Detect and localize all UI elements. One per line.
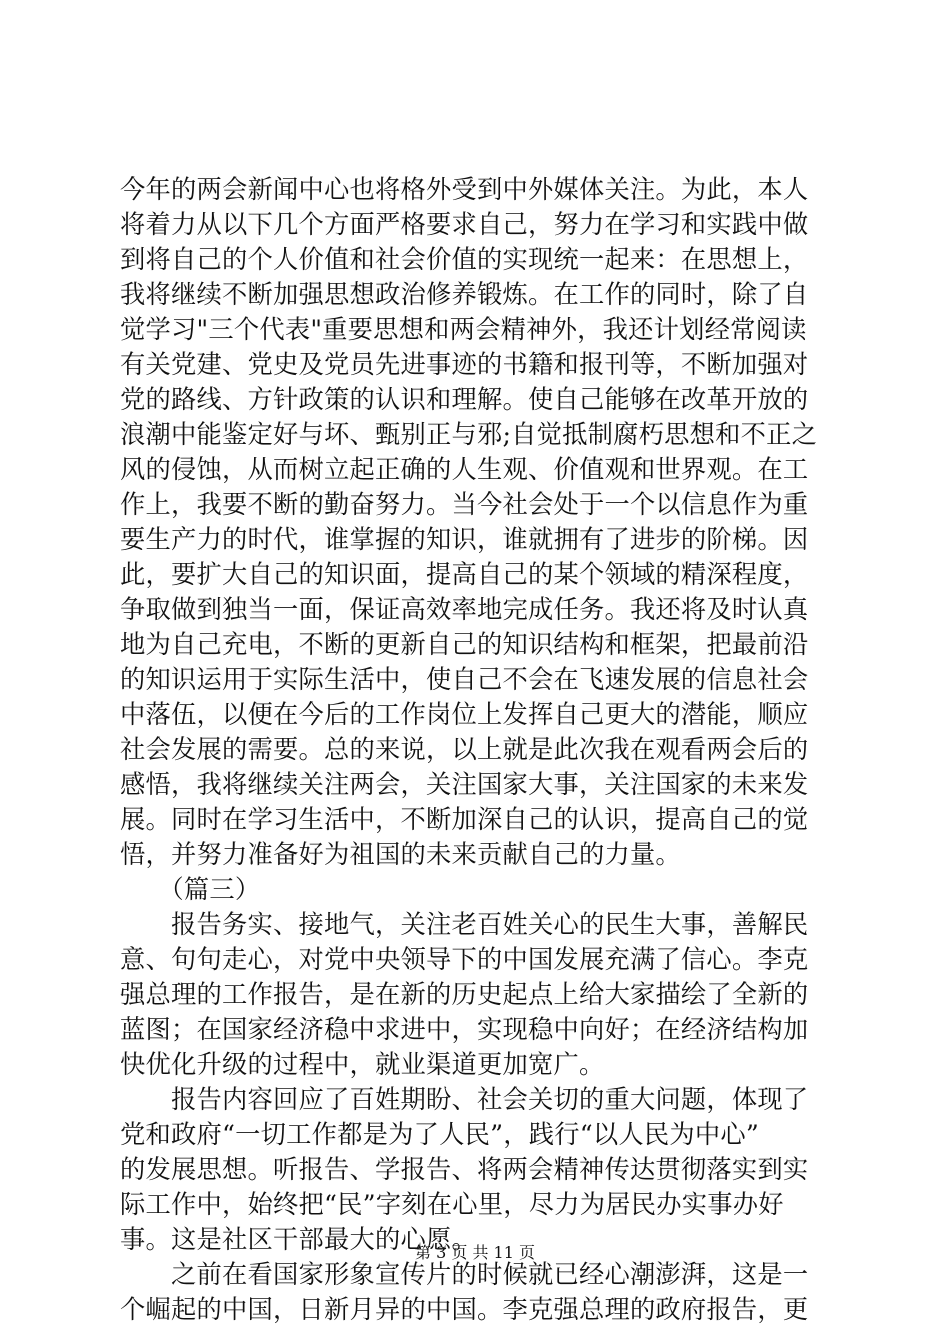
text-line: 我将继续不断加强思想政治修养锻炼。在工作的同时，除了自 [120,280,809,309]
text-line: 之前在看国家形象宣传片的时候就已经心潮澎湃，这是一 [120,1260,809,1289]
text-line: 社会发展的需要。总的来说，以上就是此次我在观看两会后的 [120,735,809,764]
text-line: 快优化升级的过程中，就业渠道更加宽广。 [120,1050,605,1079]
text-line: 浪潮中能鉴定好与坏、甄别正与邪;自觉抵制腐朽思想和不正之 [120,420,818,449]
text-line: 感悟，我将继续关注两会，关注国家大事，关注国家的未来发 [120,770,809,799]
text-line: 有关党建、党史及党员先进事迹的书籍和报刊等，不断加强对 [120,350,809,379]
text-line: 地为自己充电，不断的更新自己的知识结构和框架，把最前沿 [120,630,809,659]
text-line: 强总理的工作报告，是在新的历史起点上给大家描绘了全新的 [120,980,809,1009]
text-line: 今年的两会新闻中心也将格外受到中外媒体关注。为此，本人 [120,175,809,204]
text-line: 际工作中，始终把“民”字刻在心里，尽力为居民办实事办好 [120,1190,784,1219]
text-line: （篇三） [120,875,261,904]
text-line: 蓝图；在国家经济稳中求进中，实现稳中向好；在经济结构加 [120,1015,809,1044]
text-line: 展。同时在学习生活中，不断加深自己的认识，提高自己的觉 [120,805,809,834]
text-line: 的知识运用于实际生活中，使自己不会在飞速发展的信息社会 [120,665,809,694]
text-line: 中落伍，以便在今后的工作岗位上发挥自己更大的潜能，顺应 [120,700,809,729]
text-line: 个崛起的中国，日新月异的中国。李克强总理的政府报告，更 [120,1295,809,1324]
text-line: 将着力从以下几个方面严格要求自己，努力在学习和实践中做 [120,210,809,239]
text-line: 风的侵蚀，从而树立起正确的人生观、价值观和世界观。在工 [120,455,809,484]
text-line: 作上，我要不断的勤奋努力。当今社会处于一个以信息作为重 [120,490,809,519]
text-line: 争取做到独当一面，保证高效率地完成任务。我还将及时认真 [120,595,809,624]
text-line: 悟，并努力准备好为祖国的未来贡献自己的力量。 [120,840,681,869]
text-line: 要生产力的时代，谁掌握的知识，谁就拥有了进步的阶梯。因 [120,525,809,554]
text-line: 的发展思想。听报告、学报告、将两会精神传达贯彻落实到实 [120,1155,809,1184]
body-text [120,172,832,1327]
text-line: 报告内容回应了百姓期盼、社会关切的重大问题，体现了 [120,1085,809,1114]
text-line: 此，要扩大自己的知识面，提高自己的某个领域的精深程度， [120,560,809,589]
text-line: 党和政府“一切工作都是为了人民”，践行“以人民为中心” [120,1120,759,1149]
page-footer: 第 3 页 共 11 页 [415,1243,535,1262]
text-line: 意、句句走心，对党中央领导下的中国发展充满了信心。李克 [120,945,809,974]
text-line: 党的路线、方针政策的认识和理解。使自己能够在改革开放的 [120,385,809,414]
text-line: 觉学习"三个代表"重要思想和两会精神外，我还计划经常阅读 [120,315,807,344]
text-line: 报告务实、接地气，关注老百姓关心的民生大事，善解民 [120,910,809,939]
text-line: 到将自己的个人价值和社会价值的实现统一起来：在思想上， [120,245,809,274]
text-line: 事。这是社区干部最大的心愿。 [120,1225,477,1254]
